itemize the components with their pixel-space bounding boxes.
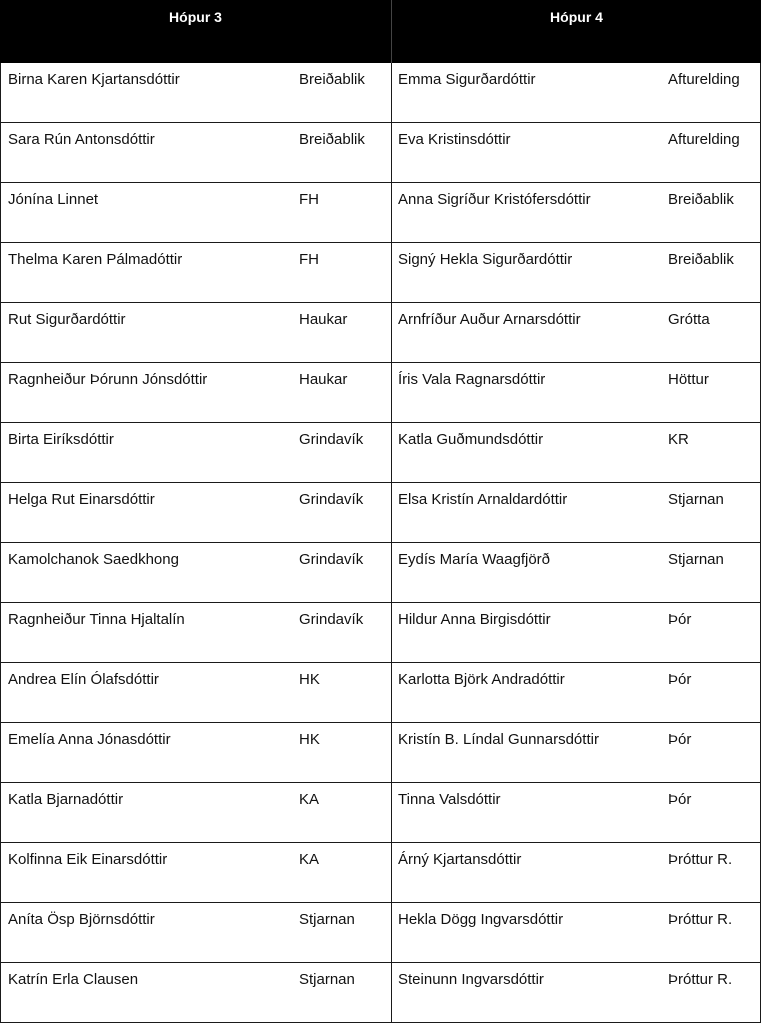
table-row <box>0 783 392 843</box>
club-name: Breiðablik <box>668 251 734 268</box>
player-name: Hekla Dögg Ingvarsdóttir <box>398 911 564 928</box>
table-row <box>0 543 392 603</box>
table-row <box>392 123 761 183</box>
table-row <box>0 663 392 723</box>
club-name: Þróttur R. <box>668 971 733 988</box>
club-name: Haukar <box>299 371 348 388</box>
club-name: FH <box>299 191 319 208</box>
table-row <box>0 423 392 483</box>
table-row <box>392 603 761 663</box>
player-name: Kolfinna Eik Einarsdóttir <box>8 851 168 868</box>
table-row <box>392 63 761 123</box>
table-row <box>392 423 761 483</box>
club-name: Stjarnan <box>299 911 355 928</box>
table-row <box>0 903 392 963</box>
table-row <box>0 963 392 1023</box>
player-name: Arnfríður Auður Arnarsdóttir <box>398 311 581 328</box>
club-name: KR <box>668 431 689 448</box>
player-name: Katrín Erla Clausen <box>8 971 139 988</box>
club-name: Breiðablik <box>299 71 365 88</box>
club-name: Grindavík <box>299 551 364 568</box>
table-row <box>0 123 392 183</box>
table-row <box>392 483 761 543</box>
club-name: Breiðablik <box>668 191 734 208</box>
club-name: Þór <box>668 611 692 628</box>
player-name: Helga Rut Einarsdóttir <box>8 491 155 508</box>
player-name: Emelía Anna Jónasdóttir <box>8 731 171 748</box>
player-name: Karlotta Björk Andradóttir <box>398 671 565 688</box>
player-name: Emma Sigurðardóttir <box>398 71 536 88</box>
player-name: Ragnheiður Tinna Hjaltalín <box>8 611 185 628</box>
player-name: Árný Kjartansdóttir <box>398 851 522 868</box>
player-name: Steinunn Ingvarsdóttir <box>398 971 544 988</box>
group-header-hopur-4: Hópur 4 <box>392 0 761 63</box>
table-row <box>0 603 392 663</box>
player-name: Jónína Linnet <box>8 191 99 208</box>
player-name: Thelma Karen Pálmadóttir <box>8 251 183 268</box>
club-name: Þróttur R. <box>668 911 733 928</box>
table-row <box>392 783 761 843</box>
player-name: Rut Sigurðardóttir <box>8 311 126 328</box>
table-row <box>392 843 761 903</box>
club-name: Þór <box>668 671 692 688</box>
player-name: Ragnheiður Þórunn Jónsdóttir <box>8 371 208 388</box>
club-name: HK <box>299 731 320 748</box>
club-name: KA <box>299 791 320 808</box>
player-name: Birna Karen Kjartansdóttir <box>8 71 180 88</box>
player-name: Birta Eiríksdóttir <box>8 431 114 448</box>
table-row <box>0 363 392 423</box>
table-row <box>392 243 761 303</box>
club-name: Stjarnan <box>668 491 724 508</box>
club-name: Grindavík <box>299 611 364 628</box>
club-name: Höttur <box>668 371 709 388</box>
player-name: Kamolchanok Saedkhong <box>8 551 179 568</box>
player-name: Anna Sigríður Kristófersdóttir <box>398 191 591 208</box>
club-name: Afturelding <box>668 131 740 148</box>
player-name: Andrea Elín Ólafsdóttir <box>8 671 159 688</box>
player-name: Elsa Kristín Arnaldardóttir <box>398 491 568 508</box>
table-row <box>0 723 392 783</box>
group-header-hopur-3: Hópur 3 <box>0 0 392 63</box>
table-row <box>392 183 761 243</box>
table-row <box>392 363 761 423</box>
table-row <box>0 303 392 363</box>
player-name: Signý Hekla Sigurðardóttir <box>398 251 573 268</box>
club-name: Breiðablik <box>299 131 365 148</box>
player-name: Katla Bjarnadóttir <box>8 791 124 808</box>
club-name: Grótta <box>668 311 710 328</box>
player-name: Katla Guðmundsdóttir <box>398 431 544 448</box>
table-row <box>392 903 761 963</box>
player-name: Eydís María Waagfjörð <box>398 551 550 568</box>
player-name: Tinna Valsdóttir <box>398 791 501 808</box>
club-name: Grindavík <box>299 491 364 508</box>
table-row <box>0 63 392 123</box>
table-row <box>392 543 761 603</box>
table-row <box>392 663 761 723</box>
club-name: Stjarnan <box>668 551 724 568</box>
player-name: Kristín B. Líndal Gunnarsdóttir <box>398 731 599 748</box>
table-row <box>0 483 392 543</box>
player-name: Aníta Ösp Björnsdóttir <box>8 911 155 928</box>
club-name: Þróttur R. <box>668 851 733 868</box>
club-name: HK <box>299 671 320 688</box>
club-name: Haukar <box>299 311 348 328</box>
table-row <box>392 723 761 783</box>
club-name: Stjarnan <box>299 971 355 988</box>
table-row <box>0 843 392 903</box>
club-name: Þór <box>668 731 692 748</box>
club-name: FH <box>299 251 319 268</box>
table-row <box>392 963 761 1023</box>
table-row <box>0 183 392 243</box>
club-name: Afturelding <box>668 71 740 88</box>
player-name: Sara Rún Antonsdóttir <box>8 131 155 148</box>
club-name: Þór <box>668 791 692 808</box>
player-name: Hildur Anna Birgisdóttir <box>398 611 551 628</box>
player-name: Eva Kristinsdóttir <box>398 131 511 148</box>
club-name: KA <box>299 851 320 868</box>
player-name: Íris Vala Ragnarsdóttir <box>398 371 546 388</box>
club-name: Grindavík <box>299 431 364 448</box>
table-row <box>0 243 392 303</box>
table-row <box>392 303 761 363</box>
